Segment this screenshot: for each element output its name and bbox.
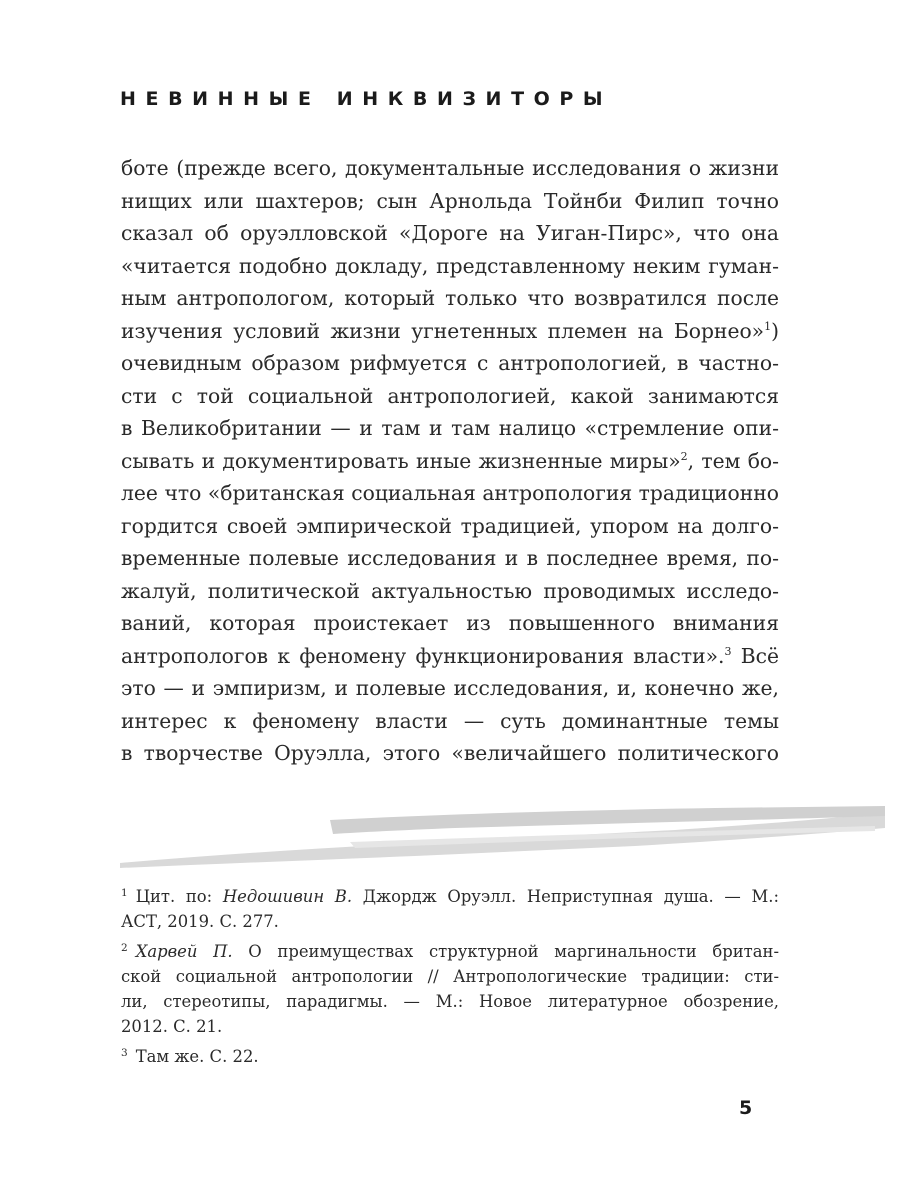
text-line: сти с той социальной антропологией, какой занимаются	[121, 383, 779, 408]
footnote-text: Цит. по:	[135, 887, 223, 906]
text-line: ваний, которая проистекает из повышенного внимания	[121, 611, 779, 635]
footnote-number: 2	[121, 941, 128, 954]
page-number: 5	[739, 1097, 753, 1119]
running-head: НЕВИННЫЕ ИНКВИЗИТОРЫ	[120, 88, 613, 110]
footnote-1	[121, 884, 779, 934]
footnote-2	[121, 939, 779, 1039]
text-line: это — и эмпиризм, и полевые исследования, и, конечно же,	[121, 676, 779, 700]
text-line: в Великобритании — и там и там налицо «стремление опи-	[121, 416, 779, 440]
text-line	[121, 640, 779, 673]
footnotes	[121, 884, 779, 1074]
text-line: боте (прежде всего, документальные исследования о жизни	[121, 156, 779, 180]
footnote-3	[121, 1044, 779, 1069]
footnote-number: 1	[121, 886, 128, 899]
footnote-ref[interactable]: 3	[724, 644, 732, 658]
footnote-author: Недошивин В.	[222, 887, 353, 906]
text-line: очевидным образом рифмуется с антропологией, в частно-	[121, 351, 779, 375]
text-segment: )	[771, 318, 779, 343]
brush-stroke-divider	[115, 798, 890, 873]
footnote-line: ли, стереотипы, парадигмы. — М.: Новое литературное обозрение,	[121, 992, 779, 1011]
text-segment: сывать и документировать иные жизненные миры»	[121, 448, 681, 473]
text-segment: антропологов к феномену функционирования власти».	[121, 643, 725, 668]
text-line: нищих или шахтеров; сын Арнольда Тойнби Филип точно	[121, 188, 779, 213]
text-line: сказал об оруэлловской «Дороге на Уиган-Пирс», что она	[121, 221, 779, 245]
footnote-line: АСТ, 2019. С. 277.	[121, 912, 279, 931]
text-segment: Всё	[731, 643, 780, 668]
text-line: ным антропологом, который только что возвратился после	[121, 286, 779, 310]
text-line: лее что «британская социальная антропология традиционно	[121, 481, 779, 505]
text-segment: , тем бо-	[687, 448, 779, 473]
text-line	[121, 445, 779, 478]
body-text	[121, 152, 779, 770]
footnote-line	[121, 939, 779, 964]
text-line: жалуй, политической актуальностью проводимых исследо-	[121, 578, 779, 603]
text-line: интерес к феномену власти — суть доминантные темы	[121, 708, 779, 733]
footnote-text: Джордж Оруэлл. Неприступная душа. — М.:	[352, 887, 779, 906]
footnote-line: 2012. С. 21.	[121, 1017, 223, 1036]
footnote-line	[121, 884, 779, 909]
text-line: в творчестве Оруэлла, этого «величайшего политического	[121, 741, 779, 765]
text-line: «читается подобно докладу, представленному неким гуман-	[121, 253, 779, 278]
text-segment: изучения условий жизни угнетенных племен на Борнео»	[121, 318, 765, 343]
text-line: временные полевые исследования и в последнее время, по-	[121, 546, 779, 570]
footnote-line	[121, 1044, 779, 1069]
text-line	[121, 315, 779, 348]
footnote-number: 3	[121, 1046, 128, 1059]
footnote-text: Там же. С. 22.	[135, 1047, 259, 1066]
footnote-ref[interactable]: 1	[764, 319, 772, 333]
footnote-ref[interactable]: 2	[680, 449, 688, 463]
text-line: гордится своей эмпирической традицией, упором на долго-	[121, 513, 779, 538]
footnote-text: О преимуществах структурной маргинальности британ-	[232, 942, 779, 961]
footnote-author: Харвей П.	[135, 942, 233, 961]
footnote-line: ской социальной антропологии // Антропологические традиции: сти-	[121, 967, 779, 986]
